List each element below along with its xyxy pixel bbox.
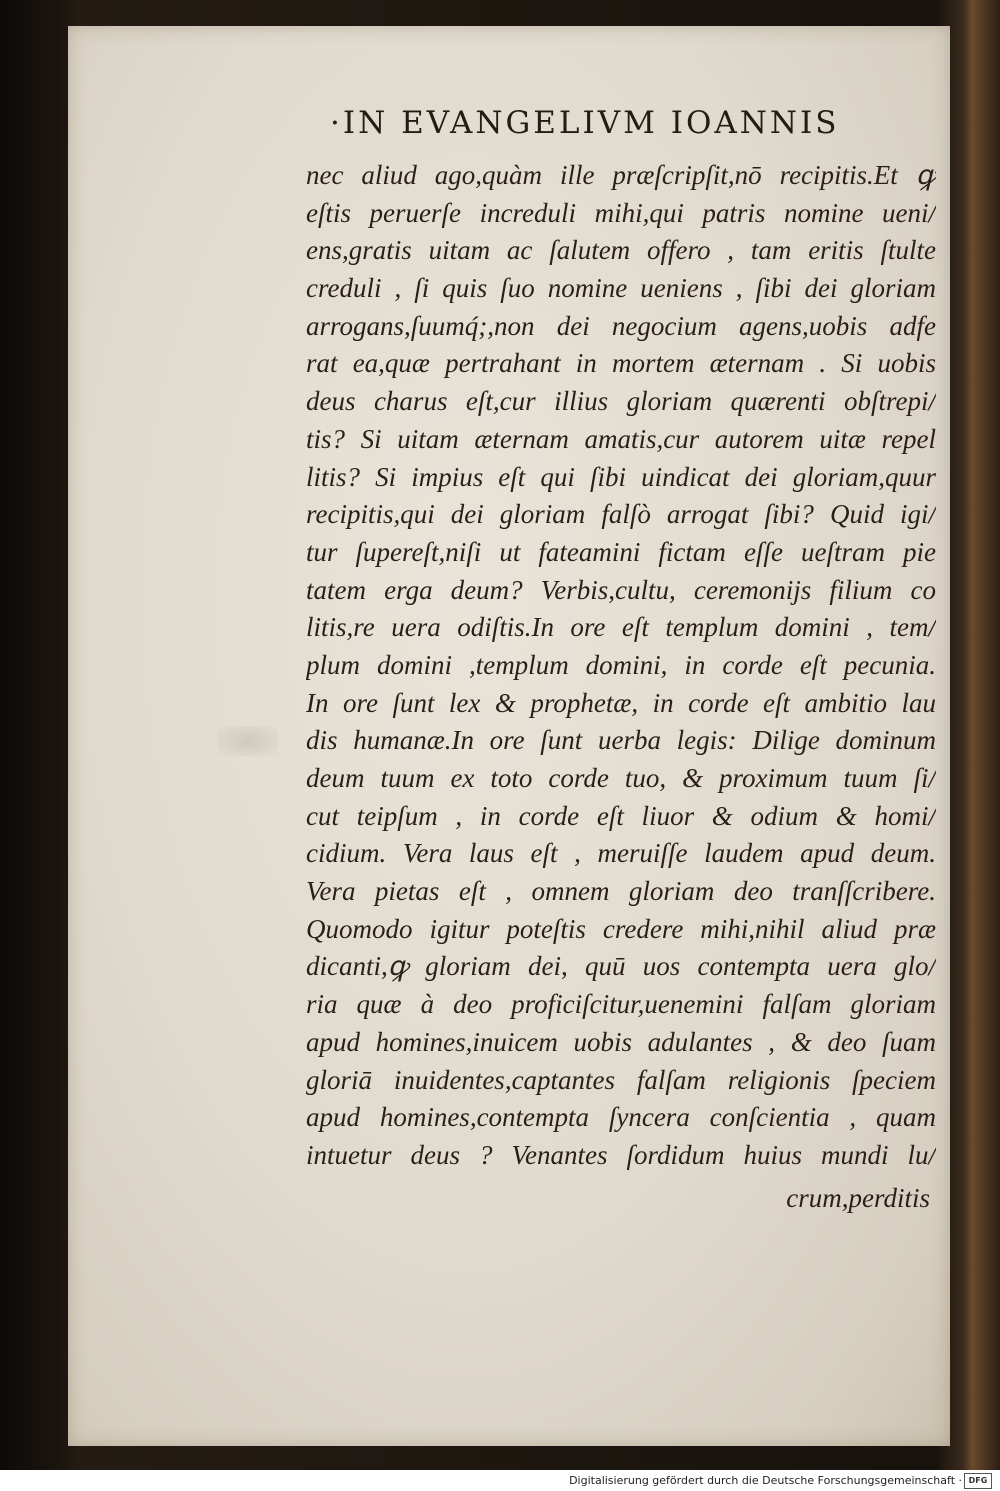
text-line: eſtis peruerſe increduli mihi,qui patris nomine ueni/ [306, 197, 936, 228]
text-line: apud homines,inuicem uobis adulantes , & deo ſuam [306, 1026, 936, 1057]
dfg-logo: DFG [964, 1473, 992, 1489]
text-line: deus charus eſt,cur illius gloriam quærenti obſtrepi/ [306, 386, 936, 417]
text-line: ens,gratis uitam ac ſalutem offero , tam eritis ſtulte [306, 235, 936, 266]
text-line: recipitis,qui dei gloriam falſò arrogat ſibi? Quid igi/ [306, 499, 936, 530]
text-line: plum domini ,templum domini, in corde eſt pecunia. [306, 649, 936, 680]
running-head: ·IN EVANGELIVM IOANNIS [330, 105, 840, 141]
text-line: nec aliud ago,quàm ille præſcripſit,nō recipitis.Et ꝙ [306, 160, 936, 190]
text-line: Quomodo igitur poteſtis credere mihi,nihil aliud præ [306, 913, 936, 944]
text-line: In ore ſunt lex & prophetæ, in corde eſt ambitio lau [306, 687, 936, 718]
text-line: ria quæ à deo proficiſcitur,uenemini falſam gloriam [306, 989, 936, 1020]
text-line: tis? Si uitam æternam amatis,cur autorem uitæ repel [306, 423, 936, 454]
text-line: cidium. Vera laus eſt , meruiſſe laudem apud deum. [306, 838, 936, 869]
text-line: dicanti,ꝙ gloriam dei, quū uos contempta uera glo/ [306, 951, 936, 982]
text-line: tatem erga deum? Verbis,cultu, ceremonijs filium co [306, 574, 936, 605]
text-line: Vera pietas eſt , omnem gloriam deo tranſſcribere. [306, 876, 936, 907]
body-text [306, 157, 936, 1175]
text-line: gloriā inuidentes,captantes falſam religionis ſpeciem [306, 1064, 936, 1095]
text-line: litis,re uera odiſtis.In ore eſt templum domini , tem/ [306, 612, 936, 643]
text-line: rat ea,quæ pertrahant in mortem æternam . Si uobis [306, 348, 936, 379]
text-line: cut teipſum , in corde eſt liuor & odium & homi/ [306, 800, 936, 831]
text-line: arrogans,ſuumq́;,non dei negocium agens,uobis adfe [306, 310, 936, 341]
text-line: creduli , ſi quis ſuo nomine ueniens , ſibi dei gloriam [306, 273, 936, 304]
text-line: intuetur deus ? Venantes ſordidum huius mundi lu/ [306, 1139, 936, 1170]
catchword: crum,perditis [786, 1183, 930, 1213]
text-line: tur ſupereſt,niſi ut fateamini fictam eſſe ueſtram pie [306, 536, 936, 567]
page-smudge [218, 726, 278, 756]
text-line: dis humanæ.In ore ſunt uerba legis: Dilige dominum [306, 725, 936, 756]
text-line: litis? Si impius eſt qui ſibi uindicat dei gloriam,quur [306, 461, 936, 492]
text-line: deum tuum ex toto corde tuo, & proximum tuum ſi/ [306, 763, 936, 793]
funding-credit: Digitalisierung gefördert durch die Deutsche Forschungsgemeinschaft · [569, 1474, 962, 1487]
text-line: apud homines,contempta ſyncera conſcientia , quam [306, 1102, 936, 1133]
